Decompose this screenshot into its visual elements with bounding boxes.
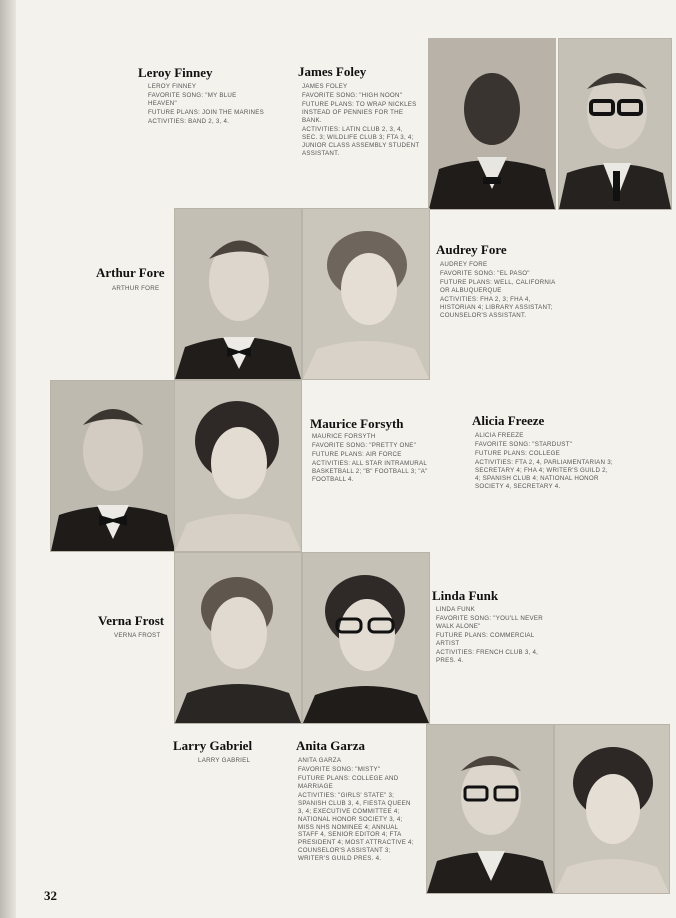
activities: ACTIVITIES: FRENCH CLUB 3, 4, PRES. 4. [436, 648, 539, 664]
activities: ACTIVITIES: "GIRLS' STATE" 3; SPANISH CLUB 3, 4, FIESTA QUEEN 3, 4; EXECUTIVE COMMITTEE 4; NATIONAL HONOR SOCIETY 3, 4; MISS NHS NOMINEE 4; ANNUAL STAFF 4, SENIOR EDITOR 4; FTA PRESIDENT 4; MOST ATTRACTIVE 4; COUNSELOR'S ASSISTANT 3; WRITER'S GUILD PRES. 4. [298, 791, 414, 863]
student-portrait-photo [174, 208, 302, 380]
student-name: Larry Gabriel [173, 738, 253, 753]
student-entry [475, 432, 615, 492]
student-subname: ARTHUR FORE [112, 285, 160, 292]
activities: ACTIVITIES: LATIN CLUB 2, 3, 4, SEC. 3; WILDLIFE CLUB 3; FTA 3, 4; JUNIOR CLASS ASSEMBLY STUDENT ASSISTANT. [302, 125, 420, 157]
future-plans: FUTURE PLANS: TO WRAP NICKLES INSTEAD OF PENNIES FOR THE BANK. [302, 100, 417, 124]
page-binding-shadow [0, 0, 16, 918]
future-plans: FUTURE PLANS: AIR FORCE [312, 450, 402, 458]
student-entry [436, 606, 554, 666]
student-name: Verna Frost [98, 613, 165, 628]
student-name: Linda Funk [432, 588, 499, 603]
activities: ACTIVITIES: FHA 2, 3; FHA 4, HISTORIAN 4; LIBRARY ASSISTANT; COUNSELOR'S ASSISTANT. [440, 295, 553, 319]
favorite-song: FAVORITE SONG: "MY BLUE HEAVEN" [148, 91, 237, 107]
student-subname: ALICIA FREEZE [475, 432, 524, 439]
activities: ACTIVITIES: BAND 2, 3, 4. [148, 117, 230, 125]
future-plans: FUTURE PLANS: WELL, CALIFORNIA OR ALBUQUERQUE [440, 278, 556, 294]
student-subname: ANITA GARZA [298, 757, 342, 764]
student-subname: JAMES FOLEY [302, 83, 348, 90]
future-plans: FUTURE PLANS: COLLEGE AND MARRIAGE [298, 774, 399, 790]
student-subname: LARRY GABRIEL [198, 757, 251, 764]
student-subname: LEROY FINNEY [148, 83, 197, 90]
student-name: Arthur Fore [96, 265, 165, 280]
student-subname: LINDA FUNK [436, 606, 475, 613]
student-subname: MAURICE FORSYTH [312, 433, 376, 440]
favorite-song: FAVORITE SONG: "STARDUST" [475, 440, 573, 448]
favorite-song: FAVORITE SONG: "PRETTY ONE" [312, 441, 417, 449]
future-plans: FUTURE PLANS: COLLEGE [475, 449, 561, 457]
student-name: Anita Garza [296, 738, 365, 753]
student-portrait-photo [426, 724, 554, 894]
student-entry [312, 433, 456, 485]
favorite-song: FAVORITE SONG: "HIGH NOON" [302, 91, 403, 99]
student-portrait-photo [302, 552, 430, 724]
favorite-song: FAVORITE SONG: "EL PASO" [440, 269, 530, 277]
student-portrait-photo [174, 380, 302, 552]
student-portrait-photo [554, 724, 670, 894]
favorite-song: FAVORITE SONG: "MISTY" [298, 765, 381, 773]
activities: ACTIVITIES: FTA 2, 4, PARLIAMENTARIAN 3; SECRETARY 4; FHA 4; WRITER'S GUILD 2, 4; SPANISH CLUB 4; NATIONAL HONOR SOCIETY 4, SECRETARY 4. [475, 458, 613, 490]
student-subname: VERNA FROST [114, 632, 161, 639]
student-entry [148, 83, 266, 127]
student-portrait-photo [50, 380, 176, 552]
student-entry [298, 757, 416, 864]
student-subname: AUDREY FORE [440, 261, 488, 268]
student-name: Audrey Fore [436, 242, 507, 257]
student-name: Leroy Finney [138, 65, 213, 80]
student-entry [440, 261, 558, 321]
student-portrait-photo [428, 38, 556, 210]
future-plans: FUTURE PLANS: COMMERCIAL ARTIST [436, 631, 535, 647]
student-name: James Foley [298, 64, 367, 79]
activities: ACTIVITIES: ALL STAR INTRAMURAL BASKETBALL 2; "B" FOOTBALL 3; "A" FOOTBALL 4. [312, 459, 428, 483]
student-name: Maurice Forsyth [310, 416, 404, 431]
student-portrait-photo [174, 552, 302, 724]
student-portrait-photo [302, 208, 430, 380]
student-name: Alicia Freeze [472, 413, 545, 428]
student-entry [302, 83, 420, 158]
future-plans: FUTURE PLANS: JOIN THE MARINES [148, 108, 265, 116]
page-number: 32 [44, 888, 57, 903]
student-portrait-photo [558, 38, 672, 210]
favorite-song: FAVORITE SONG: "YOU'LL NEVER WALK ALONE" [436, 614, 543, 630]
